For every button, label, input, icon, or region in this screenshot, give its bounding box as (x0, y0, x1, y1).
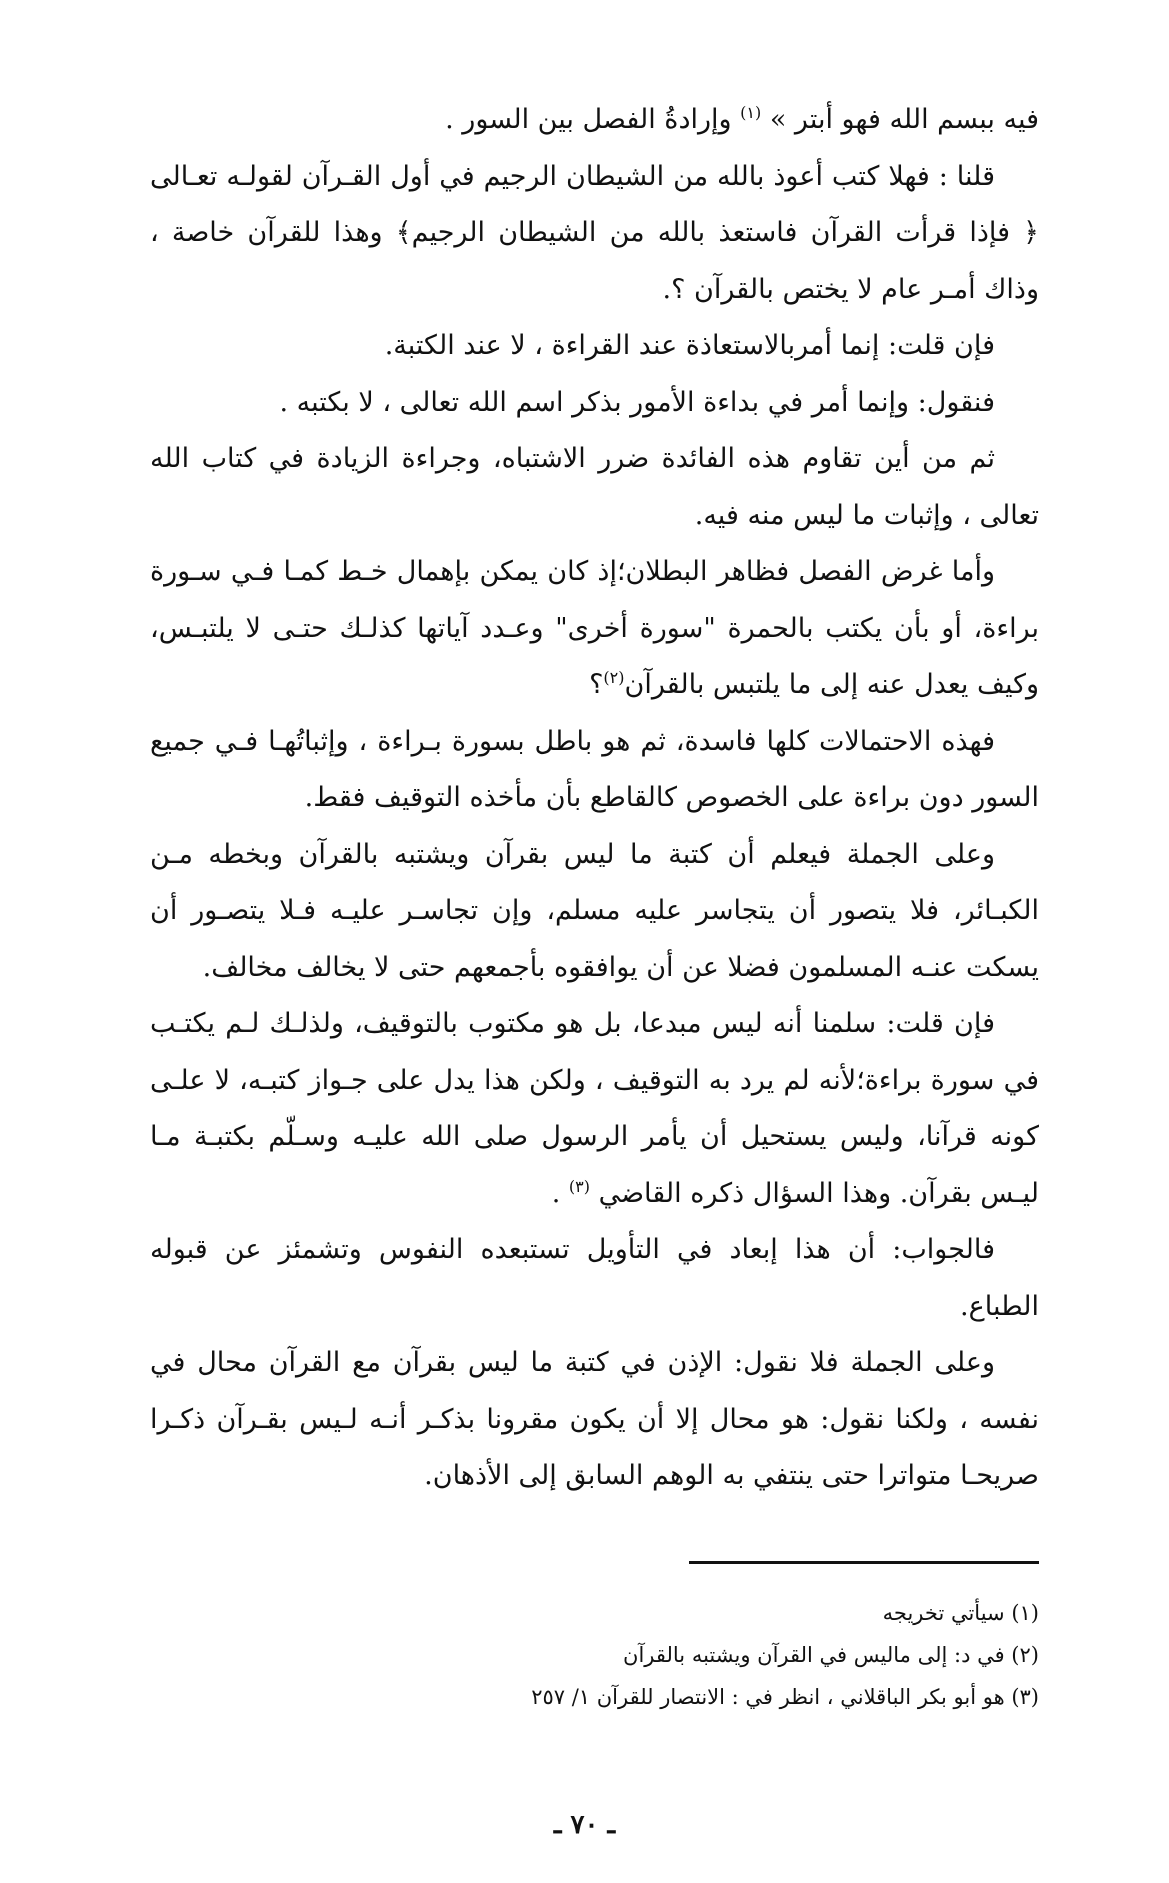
footnote-ref-2: (٢) (603, 668, 625, 687)
paragraph-11: وعلى الجملة فلا نقول: الإذن في كتبة ما ليس بقرآن مع القرآن محال في نفسه ، ولكنا نقول: هو محال إلا أن يكون مقرونا بذكـر أنـه لـيس بقـرآن ذكـرا صريحـا متواترا حتى ينتفي به الوهم السابق إلى الأذهان. (150, 1347, 1039, 1491)
paragraph-1-text: فيه ببسم الله فهو أبتر » (761, 104, 1039, 135)
paragraph-3: فإن قلت: إنما أمربالاستعاذة عند القراءة ، لا عند الكتبة. (384, 330, 995, 361)
paragraph-4: فنقول: وإنما أمر في بداءة الأمور بذكر اسم الله تعالى ، لا بكتبه . (279, 386, 995, 418)
paragraph-9-tail: . (551, 1177, 569, 1209)
paragraph-1 (150, 92, 1039, 149)
paragraph-1-tail: وإرادةُ الفصل بين السور . (445, 104, 741, 135)
footnote-ref-1: (١) (740, 103, 762, 122)
main-text (150, 92, 1039, 1505)
footnote-1: (١) سيأتي تخريجه (882, 1601, 1039, 1625)
paragraph-6-text: وأما غرض الفصل فظاهر البطلان؛إذ كان يمكن بإهمال خـط كمـا فـي سـورة براءة، أو بأن يكتب بالحمرة "سورة أخرى" وعـدد آياتها كذلـك حتـى لا يلتبـس، وكيف يعدل عنه إلى ما يلتبس بالقرآن (150, 556, 1039, 700)
paragraph-9 (150, 996, 1039, 1222)
paragraph-7: فهذه الاحتمالات كلها فاسدة، ثم هو باطل بسورة بـراءة ، وإثباتُهـا فـي جميع السور دون براءة على الخصوص كالقاطع بأن مأخذه التوقيف فقط. (150, 725, 1039, 813)
paragraph-9-text: فإن قلت: سلمنا أنه ليس مبدعا، بل هو مكتوب بالتوقيف، ولذلـك لـم يكتـب في سورة براءة؛لأنه لم يرد به التوقيف ، ولكن هذا يدل على جـواز كتبـه، لا علـى كونه قرآنا، وليس يستحيل أن يأمر الرسول صلى الله عليـه وسـلّم بكتبـة مـا ليـس بقرآن. وهذا السؤال ذكره القاضي (150, 1008, 1039, 1209)
footnotes (150, 1592, 1039, 1718)
paragraph-5: ثم من أين تقاوم هذه الفائدة ضرر الاشتباه، وجراءة الزيادة في كتاب الله تعالى ، وإثبات ما ليس منه فيه. (150, 443, 1039, 531)
footnote-2: (٢) في د: إلى ماليس في القرآن ويشتبه بالقرآن (623, 1643, 1039, 1667)
paragraph-2: قلنا : فهلا كتب أعوذ بالله من الشيطان الرجيم في أول القـرآن لقولـه تعـالى ﴿ فإذا قرأت القرآن فاستعذ بالله من الشيطان الرجيم﴾ وهذا للقرآن خاصة ، وذاك أمـر عام لا يختص بالقرآن ؟. (150, 160, 1039, 305)
footnote-3: (٣) هو أبو بكر الباقلاني ، انظر في : الانتصار للقرآن ١/ ٢٥٧ (531, 1685, 1039, 1709)
footnote-ref-3: (٣) (568, 1176, 591, 1196)
paragraph-8: وعلى الجملة فيعلم أن كتبة ما ليس بقرآن ويشتبه بالقرآن وبخطه مـن الكبـائر، فلا يتصور أن يتجاسر عليه مسلم، وإن تجاسـر عليـه فـلا يتصـور أن يسكت عنـه المسلمون فضلا عن أن يوافقوه بأجمعهم حتى لا يخالف مخالف. (150, 838, 1039, 983)
page-number: ـ ٧٠ ـ (553, 1810, 616, 1840)
paragraph-6 (150, 544, 1039, 714)
paragraph-10: فالجواب: أن هذا إبعاد في التأويل تستبعده النفوس وتشمئز عن قبوله الطباع. (150, 1234, 1039, 1322)
paragraph-6-tail: ؟ (589, 669, 604, 700)
footnote-divider (689, 1561, 1039, 1564)
